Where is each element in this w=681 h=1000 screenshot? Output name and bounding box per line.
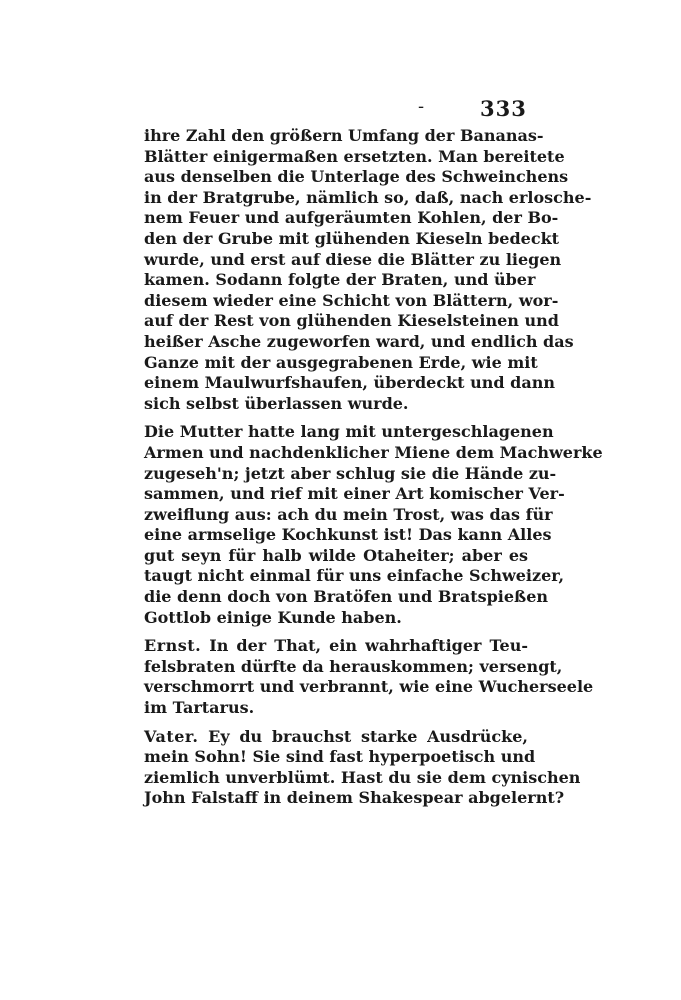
text-line: im Tartarus. — [144, 698, 255, 718]
text-line: die denn doch von Bratöfen und Bratspießen — [144, 587, 548, 607]
text-line: taugt nicht einmal für uns einfache Schweizer, — [144, 566, 565, 586]
text-line: zugeseh'n; jetzt aber schlug sie die Hände zu- — [144, 463, 557, 483]
text-line — [144, 727, 528, 748]
text-line: sammen, und rief mit einer Art komischer Ver- — [144, 484, 565, 504]
text-line: Armen und nachdenklicher Miene dem Machwerke — [144, 442, 603, 462]
text-line: aus denselben die Unterlage des Schweinchens — [144, 167, 569, 187]
paragraph-gap — [144, 628, 528, 636]
text-line: ziemlich unverblümt. Hast du sie dem cynischen — [144, 767, 581, 787]
text-line: kamen. Sodann folgte der Braten, und über — [144, 270, 536, 290]
text-line: ihre Zahl den größern Umfang der Bananas- — [144, 126, 544, 145]
paragraph-gap — [144, 414, 528, 422]
text-line: einem Maulwurfshaufen, überdeckt und dann — [144, 373, 555, 393]
text-line: Ganze mit der ausgegrabenen Erde, wie mit — [144, 352, 538, 372]
text-line: verschmorrt und verbrannt, wie eine Wucherseele — [144, 677, 594, 697]
page-body — [144, 126, 603, 809]
text-line: John Falstaff in deinem Shakespear abgelernt? — [144, 788, 565, 808]
text-line: eine armselige Kochkunst ist! Das kann Alles — [144, 525, 552, 545]
paragraph-gap — [144, 719, 528, 727]
dialogue-text: Ey du brauchst starke Ausdrücke, — [198, 726, 528, 746]
text-line — [144, 636, 528, 657]
paragraph-2 — [144, 422, 603, 628]
text-line: diesem wieder eine Schicht von Blättern, wor- — [144, 290, 559, 310]
text-line: nem Feuer und aufgeräumten Kohlen, der Bo- — [144, 208, 559, 228]
speaker-name: Ernst. — [144, 636, 202, 656]
text-line: felsbraten dürfte da herauskommen; versengt, — [144, 656, 563, 676]
paragraph-3 — [144, 636, 594, 718]
text-line: in der Bratgrube, nämlich so, daß, nach erlosche- — [144, 187, 592, 207]
text-line: auf der Rest von glühenden Kieselsteinen und — [144, 311, 559, 331]
text-line: mein Sohn! Sie sind fast hyperpoetisch und — [144, 747, 536, 767]
dialogue-text: In der That, ein wahrhaftiger Teu- — [201, 636, 528, 656]
speaker-name: Vater. — [144, 726, 199, 746]
text-line: heißer Asche zugeworfen ward, und endlich das — [144, 331, 574, 351]
text-line: Die Mutter hatte lang mit untergeschlagenen — [144, 422, 554, 442]
page-number: 333 — [480, 96, 527, 121]
text-line: Blätter einigermaßen ersetzten. Man bereitete — [144, 146, 565, 166]
text-line: gut seyn für halb wilde Otaheiter; aber es — [144, 545, 528, 565]
paragraph-4 — [144, 726, 581, 809]
header-dash: - — [418, 96, 425, 117]
text-line: wurde, und erst auf diese die Blätter zu liegen — [144, 249, 562, 269]
text-line: sich selbst überlassen wurde. — [144, 393, 409, 413]
text-line: Gottlob einige Kunde haben. — [144, 607, 402, 627]
text-line: den der Grube mit glühenden Kieseln bedeckt — [144, 228, 560, 248]
text-line: zweiflung aus: ach du mein Trost, was das für — [144, 504, 553, 524]
paragraph-1 — [144, 126, 592, 414]
